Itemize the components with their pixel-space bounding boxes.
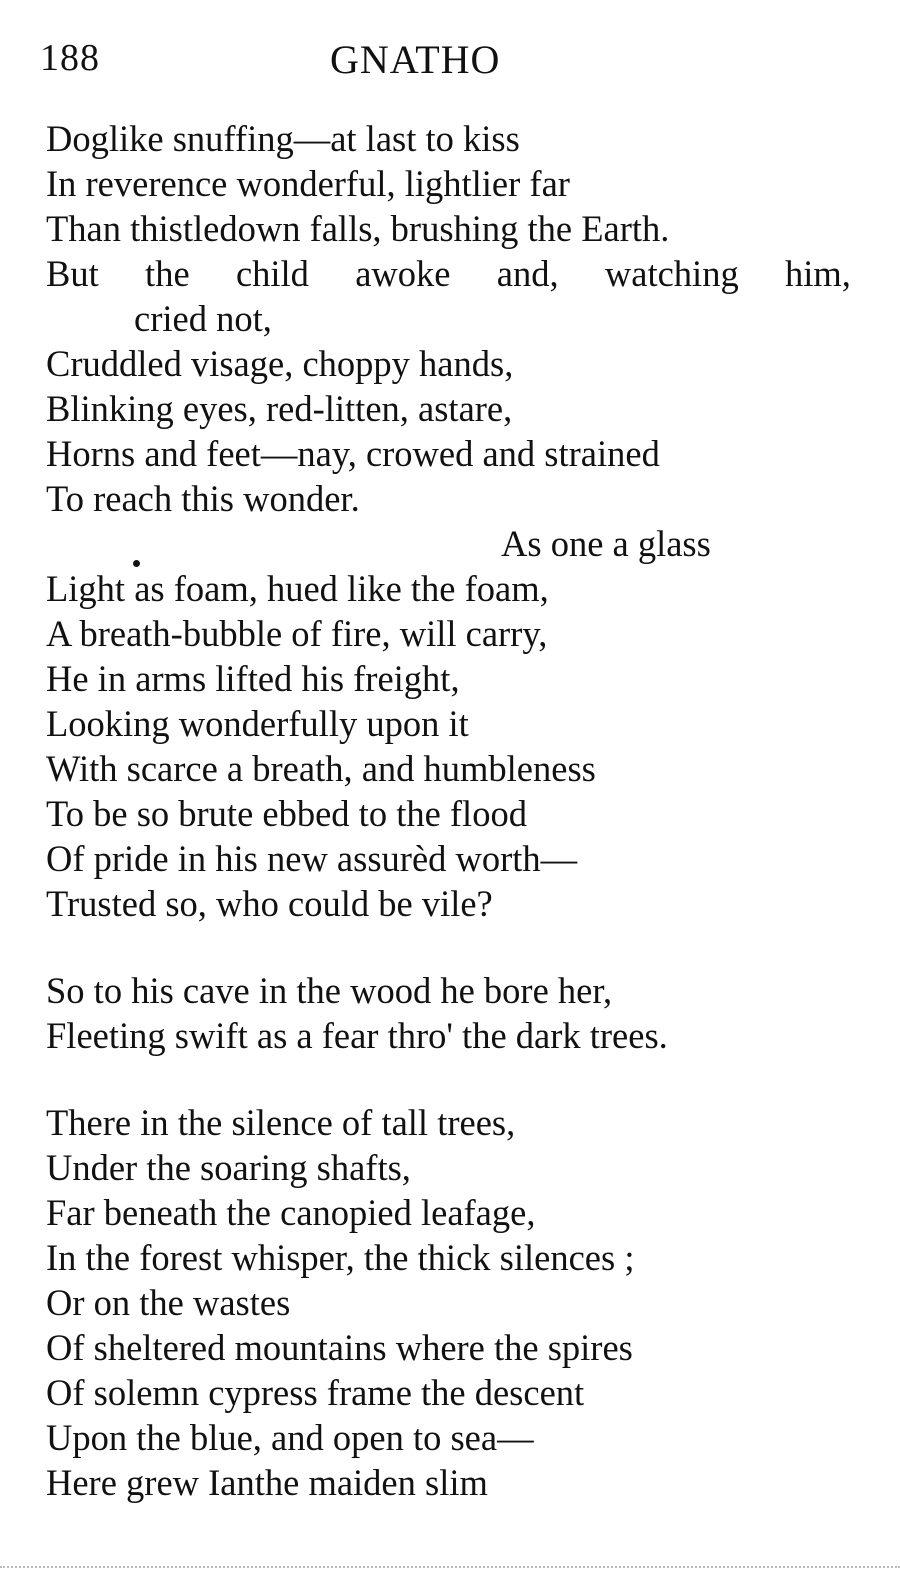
poem-line: Blinking eyes, red-litten, astare, bbox=[46, 388, 513, 429]
poem-line: In the forest whisper, the thick silences ; bbox=[46, 1237, 635, 1278]
poem-line: Under the soaring shafts, bbox=[46, 1147, 411, 1188]
poem-line: Than thistledown falls, brushing the Earth. bbox=[46, 208, 670, 249]
poem-line: Or on the wastes bbox=[46, 1282, 291, 1323]
word: him, bbox=[785, 253, 851, 294]
poem-line: In reverence wonderful, lightlier far bbox=[46, 163, 570, 204]
poem-line: Trusted so, who could be vile? bbox=[46, 883, 493, 924]
page-number: 188 bbox=[40, 37, 100, 79]
poem-line: Light as foam, hued like the foam, bbox=[46, 568, 549, 609]
poem-line: Horns and feet—nay, crowed and strained bbox=[46, 433, 660, 474]
poem-line-justified bbox=[46, 251, 851, 296]
poem-line: Looking wonderfully upon it bbox=[46, 703, 469, 744]
word: child bbox=[235, 253, 309, 294]
poem-line: Cruddled visage, choppy hands, bbox=[46, 343, 514, 384]
poem-line: Upon the blue, and open to sea— bbox=[46, 1417, 534, 1458]
poem-line: Of pride in his new assurèd worth— bbox=[46, 838, 578, 879]
poem-line: Of sheltered mountains where the spires bbox=[46, 1327, 633, 1368]
page-header bbox=[40, 36, 860, 86]
poem-line: Of solemn cypress frame the descent bbox=[46, 1372, 585, 1413]
word: awoke bbox=[355, 253, 451, 294]
poem-line: So to his cave in the wood he bore her, bbox=[46, 970, 613, 1011]
poem-line: With scarce a breath, and humbleness bbox=[46, 748, 596, 789]
word: But bbox=[46, 253, 99, 294]
poem-line: To reach this wonder. bbox=[46, 478, 360, 519]
stanza-2 bbox=[46, 968, 876, 1058]
ink-speck bbox=[133, 560, 140, 567]
word: the bbox=[145, 253, 190, 294]
word: and, bbox=[496, 253, 559, 294]
word: watching bbox=[604, 253, 739, 294]
poem-line-dropped: As one a glass bbox=[501, 523, 711, 564]
poem-line: Doglike snuffing—at last to kiss bbox=[46, 118, 520, 159]
stanza-1 bbox=[46, 116, 876, 926]
poem-line: Fleeting swift as a fear thro' the dark trees. bbox=[46, 1015, 668, 1056]
page-bottom-edge bbox=[0, 1566, 900, 1568]
poem-line: Far beneath the canopied leafage, bbox=[46, 1192, 536, 1233]
poem-line: He in arms lifted his freight, bbox=[46, 658, 460, 699]
poem-line-turnover: cried not, bbox=[134, 298, 272, 339]
poem-body bbox=[46, 116, 876, 1505]
stanza-3 bbox=[46, 1100, 876, 1505]
poem-line: To be so brute ebbed to the flood bbox=[46, 793, 527, 834]
running-title: GNATHO bbox=[330, 37, 501, 82]
poem-line: There in the silence of tall trees, bbox=[46, 1102, 516, 1143]
poem-line: A breath-bubble of fire, will carry, bbox=[46, 613, 548, 654]
poem-line: Here grew Ianthe maiden slim bbox=[46, 1462, 488, 1503]
